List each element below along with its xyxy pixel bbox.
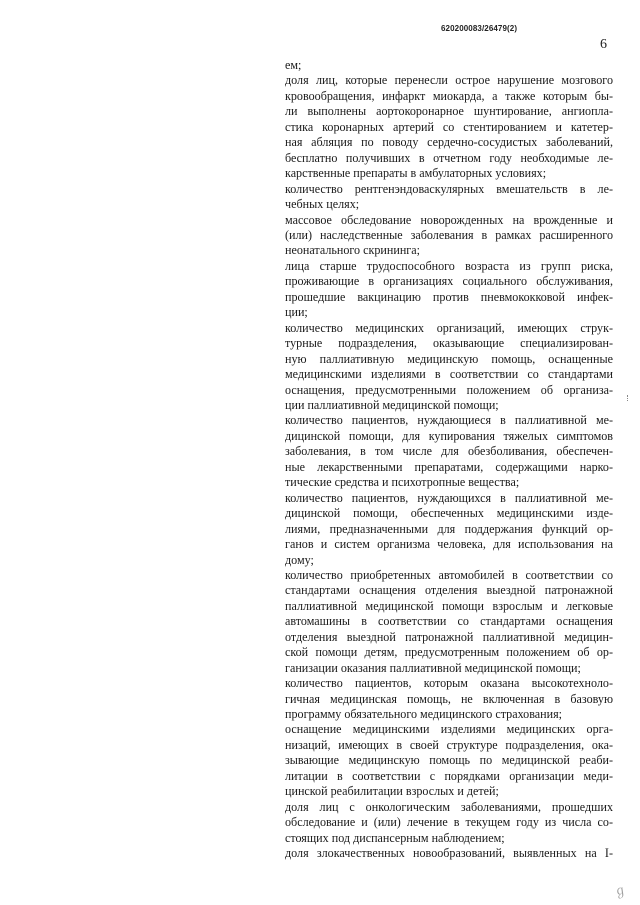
text-line: ции паллиативной медицинской помощи; — [285, 397, 499, 412]
text-line: оснащение медицинскими изделиями медицинских орга- — [285, 722, 613, 737]
text-line: прошедшие вакцинацию против пневмококковой инфек- — [285, 289, 613, 304]
text-line: доля лиц с онкологическим заболеваниями, прошедших — [285, 799, 613, 814]
text-line: количество пациентов, нуждающиеся в паллиативной ме- — [285, 413, 613, 428]
text-line: количество приобретенных автомобилей в соответствии со — [285, 567, 613, 582]
text-line: гичная медицинская помощь, не включенная в базовую — [285, 691, 613, 706]
text-line: лица старше трудоспособного возраста из групп риска, — [285, 258, 613, 273]
scan-mark — [627, 395, 630, 401]
text-line: низаций, имеющих в своей структуре подразделения, ока- — [285, 737, 613, 752]
text-line: ную паллиативную медицинскую помощь, оснащенные — [285, 351, 613, 366]
text-line: ем; — [285, 58, 302, 72]
text-line: ные лекарственными препаратами, содержащими нарко- — [285, 459, 613, 474]
text-line: медицинскими изделиями в соответствии со стандартами — [285, 367, 613, 382]
text-line: паллиативной медицинской помощи взрослым и легковые — [285, 598, 613, 613]
text-line: тические средства и психотропные вещества; — [285, 475, 520, 490]
text-line: доля злокачественных новообразований, выявленных на I- — [285, 846, 613, 861]
text-line: отделения выездной патронажной паллиативной медицин- — [285, 629, 613, 644]
text-line: автомашины в соответствии со стандартами оснащения — [285, 614, 613, 629]
page-number: 6 — [600, 37, 607, 52]
text-line: доля лиц, которые перенесли острое нарушение мозгового — [285, 73, 613, 88]
text-line: ли выполнены аортокоронарное шунтирование, ангиопла- — [285, 104, 613, 119]
text-line: карственные препараты в амбулаторных условиях; — [285, 166, 547, 181]
text-line: стика коронарных артерий со стентированием и катетер- — [285, 119, 613, 134]
text-line: ганизации оказания паллиативной медицинской помощи; — [285, 660, 581, 675]
corner-scribble-mark: ℊ — [611, 882, 629, 901]
text-line: количество пациентов, которым оказана высокотехноло- — [285, 676, 613, 691]
text-line: ской помощи детям, предусмотренным положением об ор- — [285, 645, 613, 660]
text-line: (или) наследственные заболевания в рамках расширенного — [285, 227, 613, 242]
text-line: ная абляция по поводу сердечно-сосудистых заболеваний, — [285, 135, 613, 150]
text-line: зывающие медицинскую помощь по медицинской реаби- — [285, 753, 613, 768]
text-line: заболевания, в том числе для обезболивания, обеспечен- — [285, 444, 613, 459]
text-line: кровообращения, инфаркт миокарда, а также которым бы- — [285, 88, 613, 103]
text-line: программу обязательного медицинского страхования; — [285, 707, 563, 722]
text-line: бесплатно получивших в отчетном году необходимые ле- — [285, 150, 613, 165]
text-line: литации в соответствии с порядками организации меди- — [285, 768, 613, 783]
text-line: количество рентгенэндоваскулярных вмешательств в ле- — [285, 181, 613, 196]
text-line: дому; — [285, 552, 314, 567]
text-line: ганов и систем организма человека, для использования на — [285, 537, 613, 552]
text-line: стоящих под диспансерным наблюдением; — [285, 830, 505, 845]
text-line: стандартами оснащения отделения выездной патронажной — [285, 583, 613, 598]
body-text — [285, 58, 613, 862]
text-line: дицинской помощи, для купирования тяжелых симптомов — [285, 428, 613, 443]
text-line: массовое обследование новорожденных на врожденные и — [285, 212, 613, 227]
text-line: турные подразделения, оказывающие специализирован- — [285, 336, 613, 351]
text-line: ции; — [285, 305, 308, 320]
text-line: оснащения, предусмотренными положением об организа- — [285, 382, 613, 397]
text-line: обследование и (или) лечение в текущем году из числа со- — [285, 815, 613, 830]
text-line: количество медицинских организаций, имеющих струк- — [285, 320, 613, 335]
text-line: чебных целях; — [285, 197, 360, 212]
document-id: 620200083/26479(2) — [441, 24, 518, 33]
text-line: дицинской помощи, обеспеченных медицинскими изде- — [285, 506, 613, 521]
text-line: количество пациентов, нуждающихся в паллиативной ме- — [285, 490, 613, 505]
text-line: лиями, предназначенными для поддержания функций ор- — [285, 521, 613, 536]
text-line: цинской реабилитации взрослых и детей; — [285, 784, 499, 799]
text-line: проживающие в организациях социального обслуживания, — [285, 274, 613, 289]
text-line: неонатального скрининга; — [285, 243, 420, 258]
